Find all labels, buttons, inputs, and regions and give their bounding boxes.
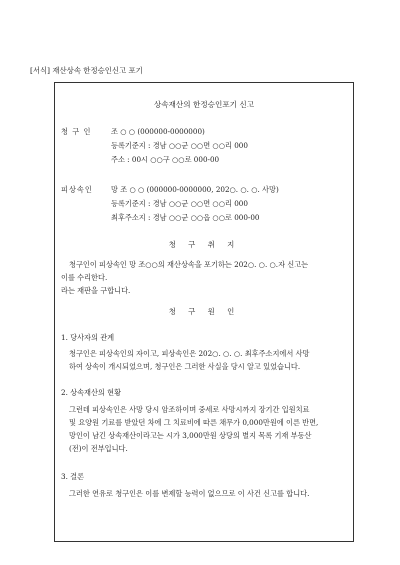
form-caption: [서식] 재산상속 한정승인신고 포기 <box>30 66 143 75</box>
cause-2-text <box>61 403 347 455</box>
decedent-label: 피상속인 <box>61 185 93 194</box>
claimant-label: 청 구 인 <box>61 127 92 136</box>
cause-1-text <box>61 347 347 373</box>
form-box <box>54 82 354 542</box>
purpose-line-1: 청구인이 피상속인 망 조○○의 재산상속을 포기하는 202○. ○. ○.자 신고는 <box>69 260 309 269</box>
cause-2-line-3: 망인이 남긴 상속재산이라고는 시가 3,000만원 상당의 별지 목록 기재 부동산 <box>69 431 312 440</box>
claimant-address: 주소 : 00시 ○○구 ○○로 000-00 <box>111 155 220 164</box>
cause-2-heading: 2. 상속재산의 현황 <box>61 388 122 397</box>
purpose-line-2: 이를 수리한다. <box>61 273 108 282</box>
purpose-line-3: 라는 재판을 구합니다. <box>61 286 131 295</box>
cause-3-heading: 3. 결론 <box>61 472 85 481</box>
claimant-name: 조 ○ ○ (000000-0000000) <box>111 127 205 136</box>
decedent-name: 망 조 ○ ○ (000000-0000000, 202○. ○. ○. 사망) <box>111 185 279 194</box>
cause-heading: 청 구 원 인 <box>168 307 240 316</box>
cause-1-heading: 1. 당사자의 관계 <box>61 333 115 342</box>
purpose-heading: 청 구 취 지 <box>168 240 240 249</box>
cause-1-line-2: 하여 상속이 개시되었으며, 청구인은 그러한 사실을 당시 알고 있었습니다. <box>69 362 301 371</box>
decedent-registry: 등록기준지 : 경남 ○○군 ○○면 ○○리 000 <box>111 199 248 208</box>
cause-2-line-1: 그런데 피상속인은 사망 당시 암조하이며 중세로 사망시까지 장기간 입원치료 <box>69 405 310 414</box>
cause-1-line-1: 청구인은 피상속인의 자이고, 피상속인은 202○. ○. ○. 최후주소지에서 사망 <box>69 349 310 358</box>
claimant-registry: 등록기준지 : 경남 ○○군 ○○면 ○○리 000 <box>111 141 248 150</box>
cause-2-line-4: (전)이 전부입니다. <box>69 444 128 453</box>
form-title: 상속재산의 한정승인포기 신고 <box>153 100 255 109</box>
cause-3-text <box>61 487 347 500</box>
cause-3-line-1: 그러한 연유로 청구인은 이를 변제할 능력이 없으므로 이 사건 신고를 합니다. <box>69 489 310 498</box>
cause-2-line-2: 및 요양원 기료를 받았던 차에 그 치료비에 따른 채무가 0,000만원에 이른 반면, <box>69 418 319 427</box>
purpose-text <box>61 258 347 297</box>
decedent-last-address: 최후주소지 : 경남 ○○군 ○○읍 ○○로 000-00 <box>111 213 260 222</box>
